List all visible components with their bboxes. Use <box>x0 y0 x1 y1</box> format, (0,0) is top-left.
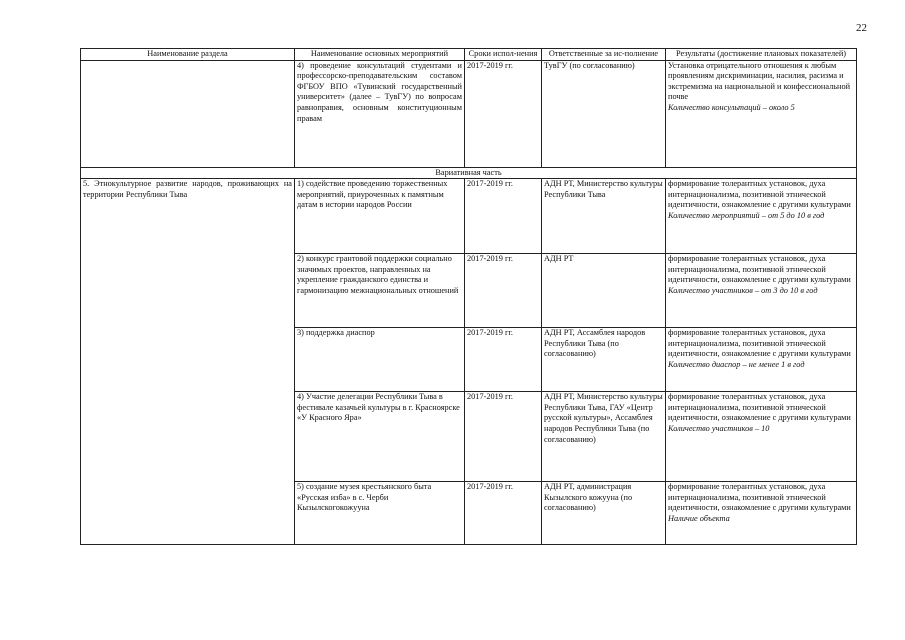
result-text: формирование толерантных установок, духа интернационализма, позитивной этнической идентичности, ознакомление с другими культурами <box>668 328 851 359</box>
cell-result <box>666 254 857 328</box>
cell-responsible: АДН РТ, Министерство культуры Республики Тыва, ГАУ «Центр русской культуры», Ассамблея народов Республики Тыва (по согласованию) <box>542 392 666 482</box>
cell-responsible: АДН РТ <box>542 254 666 328</box>
cell-activity: 3) поддержка диаспор <box>295 328 465 392</box>
cell-period: 2017-2019 гг. <box>465 60 542 167</box>
cell-section <box>81 60 295 167</box>
result-text: формирование толерантных установок, духа интернационализма, позитивной этнической идентичности, ознакомление с другими культурами <box>668 254 851 285</box>
cell-activity: 1) содействие проведению торжественных мероприятий, приуроченных к памятным датам в истории народов России <box>295 179 465 254</box>
cell-responsible: АДН РТ, администрация Кызылского кожууна (по согласованию) <box>542 482 666 545</box>
header-section: Наименование раздела <box>81 49 295 61</box>
result-indicator: Количество мероприятий – от 5 до 10 в год <box>668 211 825 221</box>
result-text: Установка отрицательного отношения к любым проявлениям дискриминации, насилия, расизма и экстремизма на национальной и конфессиональной почве <box>668 60 851 102</box>
cell-period: 2017-2019 гг. <box>465 328 542 392</box>
table-row <box>81 179 857 254</box>
header-responsible: Ответственные за ис-полнение <box>542 49 666 61</box>
cell-result <box>666 179 857 254</box>
cell-activity: 4) проведение консультаций студентами и профессорско-преподавательским составом ФГБОУ ВПО «Тувинский государственный университет» (далее – ТувГУ) по вопросам равноправия, основным конституционным правам <box>295 60 465 167</box>
header-results: Результаты (достижение плановых показателей) <box>666 49 857 61</box>
header-row <box>81 49 857 61</box>
cell-period: 2017-2019 гг. <box>465 392 542 482</box>
section-5-title: 5. Этнокультурное развитие народов, проживающих на территории Республики Тыва <box>81 179 295 545</box>
cell-responsible: АДН РТ, Ассамблея народов Республики Тыва (по согласованию) <box>542 328 666 392</box>
variative-label: Вариативная часть <box>81 167 857 179</box>
cell-activity: 4) Участие делегации Республики Тыва в фестивале казачьей культуры в г. Красноярске «У Красного Яра» <box>295 392 465 482</box>
cell-result <box>666 482 857 545</box>
result-indicator: Количество участников – 10 <box>668 424 770 434</box>
cell-responsible: АДН РТ, Министерство культуры Республики Тыва <box>542 179 666 254</box>
result-text: формирование толерантных установок, духа интернационализма, позитивной этнической идентичности, ознакомление с другими культурами <box>668 482 851 513</box>
cell-period: 2017-2019 гг. <box>465 482 542 545</box>
cell-period: 2017-2019 гг. <box>465 179 542 254</box>
cell-activity: 2) конкурс грантовой поддержки социально значимых проектов, направленных на укрепление гражданского единства и гармонизацию межнациональных отношений <box>295 254 465 328</box>
cell-responsible: ТувГУ (по согласованию) <box>542 60 666 167</box>
cell-result <box>666 328 857 392</box>
result-text: формирование толерантных установок, духа интернационализма, позитивной этнической идентичности, ознакомление с другими культурами <box>668 392 851 423</box>
cell-activity: 5) создание музея крестьянского быта «Русская изба» в с. Черби Кызылскогокожууна <box>295 482 465 545</box>
cell-result <box>666 392 857 482</box>
table-row <box>81 60 857 167</box>
variative-row <box>81 167 857 179</box>
program-table <box>80 48 857 545</box>
cell-period: 2017-2019 гг. <box>465 254 542 328</box>
result-indicator: Количество участников – от 3 до 10 в год <box>668 286 818 296</box>
cell-result <box>666 60 857 167</box>
page-number: 22 <box>856 22 867 34</box>
header-period: Сроки испол-нения <box>465 49 542 61</box>
result-text: формирование толерантных установок, духа интернационализма, позитивной этнической идентичности, ознакомление с другими культурами <box>668 179 851 210</box>
result-indicator: Наличие объекта <box>668 514 730 524</box>
result-indicator: Количество консультаций – около 5 <box>668 103 795 113</box>
header-activities: Наименование основных мероприятий <box>295 49 465 61</box>
result-indicator: Количество диаспор – не менее 1 в год <box>668 360 805 370</box>
